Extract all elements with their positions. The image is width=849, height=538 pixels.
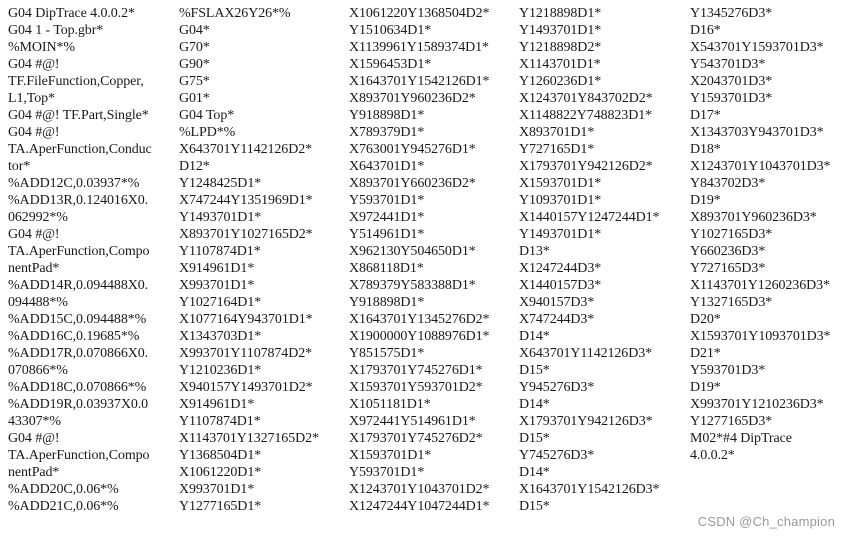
code-line: X543701Y1593701D3* bbox=[690, 40, 824, 55]
code-line: Y1277165D1* bbox=[179, 499, 262, 514]
gerber-column-5 bbox=[690, 5, 830, 464]
code-line: Y1027165D3* bbox=[690, 227, 773, 242]
code-line: G04 DipTrace 4.0.0.2* bbox=[8, 6, 135, 21]
code-line: %ADD18C,0.070866*% bbox=[8, 380, 147, 395]
code-line: %ADD15C,0.094488*% bbox=[8, 312, 147, 327]
code-line: X1139961Y1589374D1* bbox=[349, 40, 489, 55]
code-line: X643701D1* bbox=[349, 159, 425, 174]
code-line: D13* bbox=[519, 244, 550, 259]
code-line: Y1218898D1* bbox=[519, 6, 602, 21]
code-line: Y593701D1* bbox=[349, 193, 425, 208]
code-line: G70* bbox=[179, 40, 210, 55]
code-line: X1643701Y1542126D1* bbox=[349, 74, 490, 89]
code-line: X1900000Y1088976D1* bbox=[349, 329, 490, 344]
code-line: X1247244Y1047244D1* bbox=[349, 499, 490, 514]
code-line: X1593701D1* bbox=[519, 176, 602, 191]
code-line: 062992*% bbox=[8, 210, 68, 225]
code-line: D16* bbox=[690, 23, 721, 38]
code-line: Y543701D3* bbox=[690, 57, 766, 72]
code-line: G01* bbox=[179, 91, 210, 106]
code-line: X940157D3* bbox=[519, 295, 595, 310]
code-line: Y843702D3* bbox=[690, 176, 766, 191]
code-line: Y1327165D3* bbox=[690, 295, 773, 310]
code-line: D19* bbox=[690, 380, 721, 395]
gerber-column-4 bbox=[519, 5, 659, 515]
code-line: X893701Y960236D3* bbox=[690, 210, 817, 225]
code-line: X1793701Y745276D1* bbox=[349, 363, 483, 378]
code-line: D17* bbox=[690, 108, 721, 123]
code-line: Y1493701D1* bbox=[179, 210, 262, 225]
code-line: %ADD16C,0.19685*% bbox=[8, 329, 140, 344]
code-line: G75* bbox=[179, 74, 210, 89]
code-line: D12* bbox=[179, 159, 210, 174]
code-line: Y727165D1* bbox=[519, 142, 595, 157]
code-line: X1593701Y1093701D3* bbox=[690, 329, 831, 344]
code-line: X1343703D1* bbox=[179, 329, 262, 344]
code-line: %FSLAX26Y26*% bbox=[179, 6, 291, 21]
code-line: TA.AperFunction,Conduc bbox=[8, 142, 152, 157]
code-line: %ADD12C,0.03937*% bbox=[8, 176, 140, 191]
code-line: D20* bbox=[690, 312, 721, 327]
code-line: %ADD20C,0.06*% bbox=[8, 482, 119, 497]
code-line: G04 #@! bbox=[8, 57, 60, 72]
code-line: Y1218898D2* bbox=[519, 40, 602, 55]
code-line: Y1368504D1* bbox=[179, 448, 262, 463]
code-line: X1343703Y943701D3* bbox=[690, 125, 824, 140]
code-line: X1051181D1* bbox=[349, 397, 431, 412]
code-line: X2043701D3* bbox=[690, 74, 773, 89]
code-line: X1143701Y1327165D2* bbox=[179, 431, 319, 446]
code-line: TA.AperFunction,Compo bbox=[8, 244, 150, 259]
code-line: Y1210236D1* bbox=[179, 363, 262, 378]
code-line: X1247244D3* bbox=[519, 261, 602, 276]
code-line: D21* bbox=[690, 346, 721, 361]
code-line: X993701Y1107874D2* bbox=[179, 346, 313, 361]
code-line: X643701Y1142126D2* bbox=[179, 142, 313, 157]
code-line: X993701D1* bbox=[179, 482, 255, 497]
code-line: 4.0.0.2* bbox=[690, 448, 735, 463]
code-line: Y945276D3* bbox=[519, 380, 595, 395]
code-line: X940157Y1493701D2* bbox=[179, 380, 313, 395]
code-line: G04 #@! bbox=[8, 227, 60, 242]
code-line: %ADD17R,0.070866X0. bbox=[8, 346, 149, 361]
code-line: X962130Y504650D1* bbox=[349, 244, 476, 259]
code-line: 070866*% bbox=[8, 363, 68, 378]
code-line: X893701Y1027165D2* bbox=[179, 227, 313, 242]
code-line: X1143701Y1260236D3* bbox=[690, 278, 830, 293]
code-line: TA.AperFunction,Compo bbox=[8, 448, 150, 463]
code-line: Y1107874D1* bbox=[179, 414, 261, 429]
code-line: Y1107874D1* bbox=[179, 244, 261, 259]
code-line: X1148822Y748823D1* bbox=[519, 108, 653, 123]
gerber-column-1 bbox=[8, 5, 152, 515]
code-line: Y851575D1* bbox=[349, 346, 425, 361]
code-line: X789379D1* bbox=[349, 125, 425, 140]
code-line: X1793701Y942126D3* bbox=[519, 414, 653, 429]
code-line: X1061220D1* bbox=[179, 465, 262, 480]
code-line: X1793701Y942126D2* bbox=[519, 159, 653, 174]
code-line: X914961D1* bbox=[179, 397, 255, 412]
code-line: X1593701D1* bbox=[349, 448, 432, 463]
code-line: X747244D3* bbox=[519, 312, 595, 327]
gerber-column-2 bbox=[179, 5, 319, 515]
code-line: Y1493701D1* bbox=[519, 23, 602, 38]
code-line: G04 1 - Top.gbr* bbox=[8, 23, 104, 38]
code-line: G04 #@! bbox=[8, 431, 60, 446]
code-line: X1243701Y843702D2* bbox=[519, 91, 653, 106]
code-line: D15* bbox=[519, 363, 550, 378]
code-line: 43307*% bbox=[8, 414, 61, 429]
code-line: Y593701D3* bbox=[690, 363, 766, 378]
code-line: X1643701Y1542126D3* bbox=[519, 482, 660, 497]
code-line: X789379Y583388D1* bbox=[349, 278, 476, 293]
code-line: X1061220Y1368504D2* bbox=[349, 6, 490, 21]
code-line: X1593701Y593701D2* bbox=[349, 380, 483, 395]
code-line: G04 #@! bbox=[8, 125, 60, 140]
code-line: G04* bbox=[179, 23, 210, 38]
code-line: D14* bbox=[519, 397, 550, 412]
code-line: Y745276D3* bbox=[519, 448, 595, 463]
code-line: %ADD21C,0.06*% bbox=[8, 499, 119, 514]
code-line: Y1277165D3* bbox=[690, 414, 773, 429]
code-line: X1077164Y943701D1* bbox=[179, 312, 313, 327]
code-line: %MOIN*% bbox=[8, 40, 75, 55]
code-line: 094488*% bbox=[8, 295, 68, 310]
code-line: M02*#4 DipTrace bbox=[690, 431, 792, 446]
code-line: Y1593701D3* bbox=[690, 91, 773, 106]
code-line: nentPad* bbox=[8, 261, 60, 276]
code-line: %ADD13R,0.124016X0. bbox=[8, 193, 149, 208]
code-line: X643701Y1142126D3* bbox=[519, 346, 653, 361]
code-line: D15* bbox=[519, 499, 550, 514]
code-line: Y1248425D1* bbox=[179, 176, 262, 191]
code-line: Y1260236D1* bbox=[519, 74, 602, 89]
code-line: D15* bbox=[519, 431, 550, 446]
code-line: tor* bbox=[8, 159, 31, 174]
code-line: D14* bbox=[519, 329, 550, 344]
code-line: X1243701Y1043701D2* bbox=[349, 482, 490, 497]
code-line: X1143701D1* bbox=[519, 57, 601, 72]
code-line: X1243701Y1043701D3* bbox=[690, 159, 831, 174]
code-line: nentPad* bbox=[8, 465, 60, 480]
code-line: X1440157D3* bbox=[519, 278, 602, 293]
code-line: Y1093701D1* bbox=[519, 193, 602, 208]
code-line: X893701D1* bbox=[519, 125, 595, 140]
code-line: TF.FileFunction,Copper, bbox=[8, 74, 144, 89]
csdn-watermark: CSDN @Ch_champion bbox=[697, 514, 835, 529]
code-line: X1643701Y1345276D2* bbox=[349, 312, 490, 327]
code-line: X1793701Y745276D2* bbox=[349, 431, 483, 446]
code-line: Y727165D3* bbox=[690, 261, 766, 276]
code-line: D18* bbox=[690, 142, 721, 157]
code-line: X747244Y1351969D1* bbox=[179, 193, 313, 208]
code-line: X893701Y660236D2* bbox=[349, 176, 476, 191]
code-line: X972441Y514961D1* bbox=[349, 414, 476, 429]
code-line: %ADD19R,0.03937X0.0 bbox=[8, 397, 149, 412]
code-line: G04 #@! TF.Part,Single* bbox=[8, 108, 149, 123]
code-line: X914961D1* bbox=[179, 261, 255, 276]
gerber-column-3 bbox=[349, 5, 489, 515]
code-line: G04 Top* bbox=[179, 108, 235, 123]
code-line: X763001Y945276D1* bbox=[349, 142, 476, 157]
code-line: Y660236D3* bbox=[690, 244, 766, 259]
code-line: Y918898D1* bbox=[349, 108, 425, 123]
code-line: %ADD14R,0.094488X0. bbox=[8, 278, 149, 293]
code-line: X868118D1* bbox=[349, 261, 424, 276]
code-line: Y1345276D3* bbox=[690, 6, 773, 21]
code-line: Y1510634D1* bbox=[349, 23, 432, 38]
code-line: X993701Y1210236D3* bbox=[690, 397, 824, 412]
code-line: Y1493701D1* bbox=[519, 227, 602, 242]
code-line: D14* bbox=[519, 465, 550, 480]
code-line: G90* bbox=[179, 57, 210, 72]
code-line: X1440157Y1247244D1* bbox=[519, 210, 660, 225]
code-line: Y1027164D1* bbox=[179, 295, 262, 310]
code-line: D19* bbox=[690, 193, 721, 208]
code-line: L1,Top* bbox=[8, 91, 55, 106]
code-line: Y514961D1* bbox=[349, 227, 425, 242]
code-line: X972441D1* bbox=[349, 210, 425, 225]
code-line: X1596453D1* bbox=[349, 57, 432, 72]
code-line: Y918898D1* bbox=[349, 295, 425, 310]
code-line: X993701D1* bbox=[179, 278, 255, 293]
code-line: Y593701D1* bbox=[349, 465, 425, 480]
code-line: %LPD*% bbox=[179, 125, 236, 140]
code-line: X893701Y960236D2* bbox=[349, 91, 476, 106]
